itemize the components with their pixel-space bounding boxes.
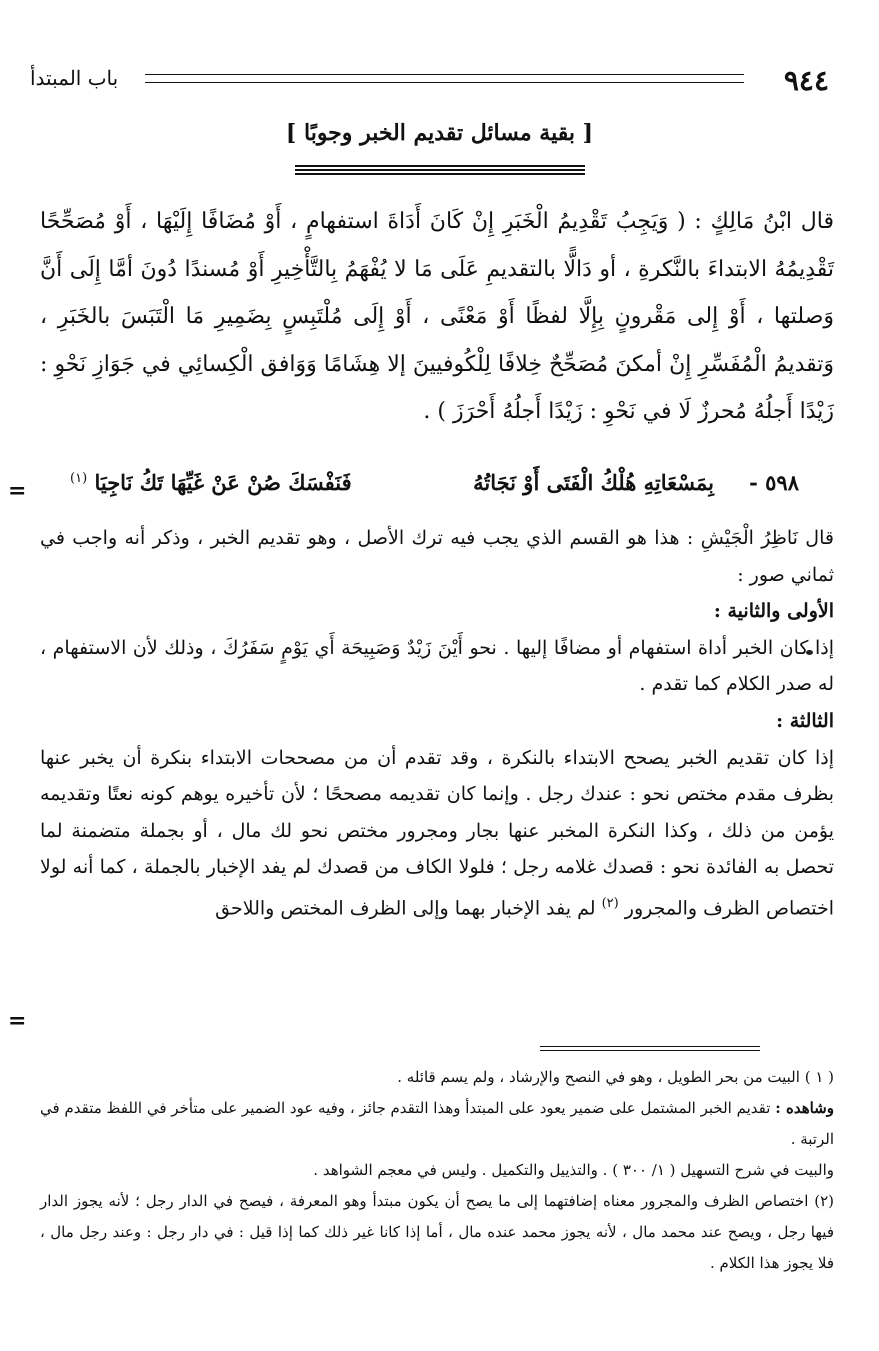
page-number: ٩٤٤ [783,64,829,97]
commentary-intro: قال نَاظِرُ الْجَيْشِ : هذا هو القسم الذي يجب فيه ترك الأصل ، وهو تقديم الخبر ، وذكر أنه واجب في ثماني صور : [40,527,834,586]
footnote-separator [540,1046,760,1054]
running-header [30,60,849,100]
footnote-ref-1: (١) [70,471,88,486]
footnotes [40,1062,834,1279]
shahid-label: وشاهده : [775,1099,834,1117]
poetry-verse [40,470,839,510]
commentary-paragraph-1: إذا كان الخبر أداة استفهام أو مضافًا إليها . نحو أَيْنَ زَيْدٌ وَصَبِيحَة أَي يَوْمٍ سَفَرُكَ ، وذلك لأن الاستفهام ، له صدر الكلام كما تقدم . [40,636,834,696]
shahid-text: تقديم الخبر المشتمل على ضمير يعود على المبتدأ وهذا التقدم جائز ، وفيه عود الضمير على متأخر في اللفظ متقدم في الرتبة . [40,1099,834,1148]
title-triple-rule [295,165,585,177]
continuation-mark: = [8,478,27,504]
header-double-rule [145,74,744,83]
footnote-source: والبيت في شرح التسهيل ( ١/ ٣٠٠ ) . والتذييل والتكميل . وليس في معجم الشواهد . [313,1161,834,1179]
footnote-2: (٢) اختصاص الظرف والمجرور معناه إضافتهما إلى ما يصح أن يكون مبتدأ وهو المعرفة ، فيصح في الدار رجل ؛ لأنه يجوز الدار فيها رجل ، ويصح عند محمد مال ، لأنه يجوز محمد عنده مال ، أما إذا كانا غير ذلك كما إذا قيل : في دار رجل : وعند رجل مال ، فلا يجوز هذا الكلام . [40,1192,834,1272]
footnote-1: ( ١ ) البيت من بحر الطويل ، وهو في النصح والإرشاد ، ولم يسم قائله . [397,1068,834,1086]
commentary-paragraph-2 [40,740,834,927]
subheading-third: الثالثة : [776,709,834,732]
ibn-malik-quote [40,198,834,436]
verse-second-hemistich-text: فَنَفْسَكَ صُنْ عَنْ غَيِّهَا تَكُ نَاجِيَا [94,470,352,495]
quote-paragraph: قال ابْنُ مَالِكٍ : ( وَيَجِبُ تَقْدِيمُ الْخَبَرِ إِنْ كَانَ أَدَاةَ استفهامٍ ، أَوْ مُضَافًا إِلَيْهَا ، أَوْ مُصَحِّحًا تَقْدِيمُهُ الابتداءَ بالنَّكرةِ ، أو دَالًّا بالتقديمِ عَلَى مَا لا يُفْهَمُ بِالتَّأْخِيرِ أَوْ مُسندًا دُونَ أمَّا إِلَى أَنَّ وَصلتها ، أَوْ إِلى مَقْرونٍ بِإِلَّا لفظًا أَوْ مَعْنًى ، أَوْ إِلَى مُلْتَبِسٍ بِضَمِيرِ مَا الْتَبَسَ بالخَبَرِ ، وَتقديمُ الْمُفَسِّرِ إِنْ أمكنَ مُصَحِّحٌ خِلافًا لِلْكُوفيينَ إلا هِشَامًا وَوَافق الْكِسائِي في جَوَازِ نَحْوِ : زَيْدًا أَجلُهُ مُحرزٌ لَا في نَحْوِ : زَيْدًا أَجلُهُ أَحْرَزَ ) . [40,209,834,424]
continuation-mark: = [8,1008,27,1034]
verse-first-hemistich: بِمَسْعَاتِهِ هُلْكُ الْفَتَى أَوْ نَجَاتُهُ [473,470,714,495]
footnote-ref-2: (٢) [601,895,619,911]
footnote-shahid [40,1093,834,1155]
verse-second-hemistich [70,470,352,495]
commentary-paragraph-2-text: إذا كان تقديم الخبر يصحح الابتداء بالنكرة ، وقد تقدم أن من مصححات الابتداء بنكرة أن يخبر عنها بظرف مقدم مختص نحو : عندك رجل . وإنما كان تقديمه مصححًا ؛ لأن تأخيره يوهم كونه نعتًا وتقديمه يؤمن من ذلك ، وكذا النكرة المخبر عنها بجار ومجرور مختص نحو لك مال ، أو بجملة متضمنة لما تحصل به الفائدة نحو : قصدك غلامه رجل ؛ فلولا الكاف من قصدك لم يفد الإخبار بالجملة ، كما أنه لولا اختصاص الظرف والمجرور [40,746,834,920]
subheading-first-second: الأولى والثانية : [713,600,834,623]
section-title: [ بقية مسائل تقديم الخبر وجوبًا ] [285,120,594,146]
verse-number: ٥٩٨ - [749,470,799,495]
chapter-title: باب المبتدأ [30,66,119,90]
commentary-paragraph-2-end: لم يفد الإخبار بهما وإلى الظرف المختص واللاحق [215,897,596,920]
commentary [40,520,834,927]
